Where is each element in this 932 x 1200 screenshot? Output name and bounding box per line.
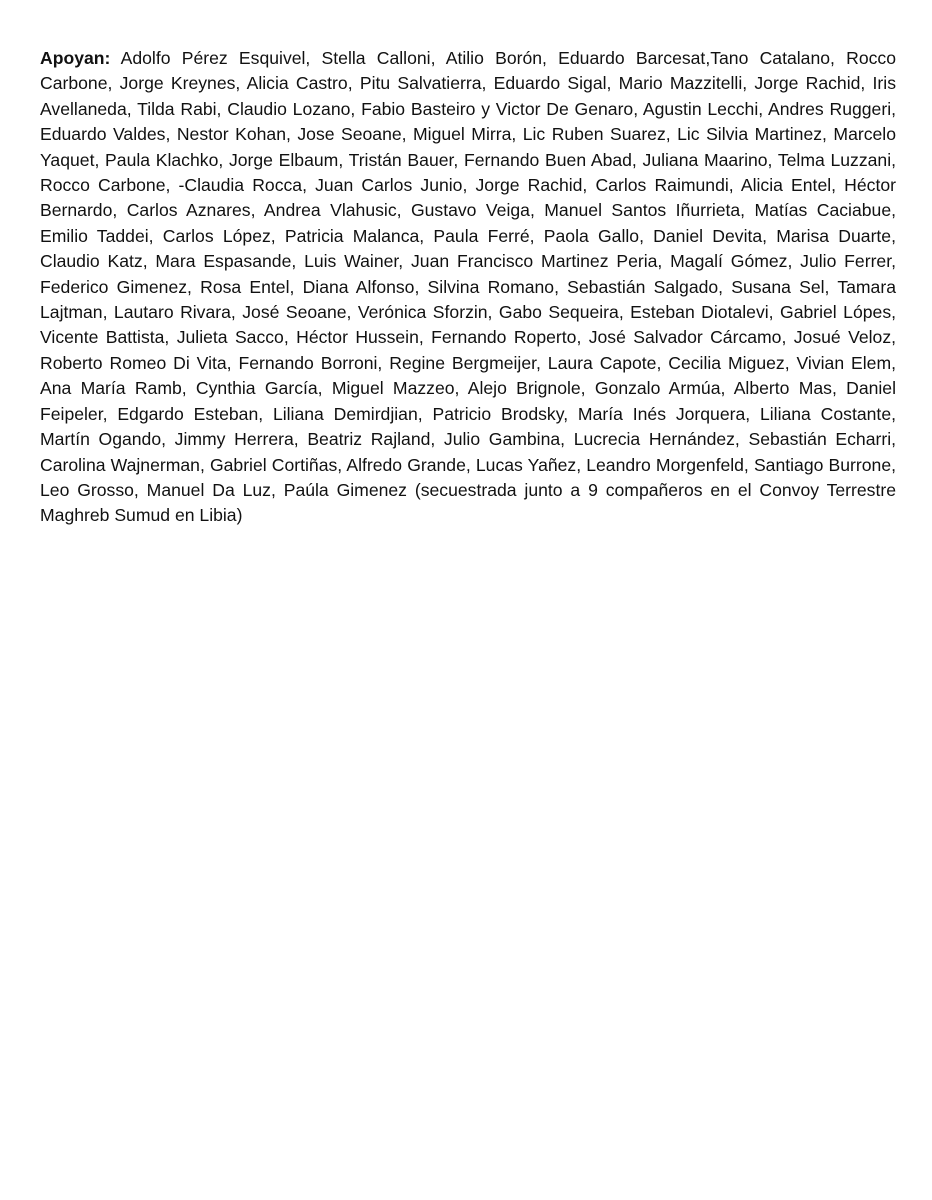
supporters-list: Adolfo Pérez Esquivel, Stella Calloni, Atilio Borón, Eduardo Barcesat,Tano Catalano, Rocco Carbone, Jorge Kreynes, Alicia Castro, Pitu Salvatierra, Eduardo Sigal, Mario Mazzitelli, Jorge Rachid, Iris Avellaneda, Tilda Rabi, Claudio Lozano, Fabio Basteiro y Victor De Genaro, Agustin Lecchi, Andres Ruggeri, Eduardo Valdes, Nestor Kohan, Jose Seoane, Miguel Mirra, Lic Ruben Suarez, Lic Silvia Martinez, Marcelo Yaquet, Paula Klachko, Jorge Elbaum, Tristán Bauer, Fernando Buen Abad, Juliana Maarino, Telma Luzzani, Rocco Carbone, -Claudia Rocca, Juan Carlos Junio, Jorge Rachid, Carlos Raimundi, Alicia Entel, Héctor Bernardo, Carlos Aznares, Andrea Vlahusic, Gustavo Veiga, Manuel Santos Iñurrieta, Matías Caciabue, Emilio Taddei, Carlos López, Patricia Malanca, Paula Ferré, Paola Gallo, Daniel Devita, Marisa Duarte, Claudio Katz, Mara Espasande, Luis Wainer, Juan Francisco Martinez Peria, Magalí Gómez, Julio Ferrer, Federico Gimenez, Rosa Entel, Diana Alfonso, Silvina Romano, Sebastián Salgado, Susana Sel, Tamara Lajtman, Lautaro Rivara, José Seoane, Verónica Sforzin, Gabo Sequeira, Esteban Diotalevi, Gabriel Lópes, Vicente Battista, Julieta Sacco, Héctor Hussein, Fernando Roperto, José Salvador Cárcamo, Josué Veloz, Roberto Romeo Di Vita, Fernando Borroni, Regine Bergmeijer, Laura Capote, Cecilia Miguez, Vivian Elem, Ana María Ramb, Cynthia García, Miguel Mazzeo, Alejo Brignole, Gonzalo Armúa, Alberto Mas, Daniel Feipeler, Edgardo Esteban, Liliana Demirdjian, Patricio Brodsky, María Inés Jorquera, Liliana Costante, Martín Ogando, Jimmy Herrera, Beatriz Rajland, Julio Gambina, Lucrecia Hernández, Sebastián Echarri, Carolina Wajnerman, Gabriel Cortiñas, Alfredo Grande, Lucas Yañez, Leandro Morgenfeld, Santiago Burrone, Leo Grosso, Manuel Da Luz, Paúla Gimenez (secuestrada junto a 9 compañeros en el Convoy Terrestre Maghreb Sumud en Libia) <box>40 48 896 526</box>
supporters-label: Apoyan: <box>40 48 111 68</box>
supporters-paragraph <box>40 46 896 529</box>
